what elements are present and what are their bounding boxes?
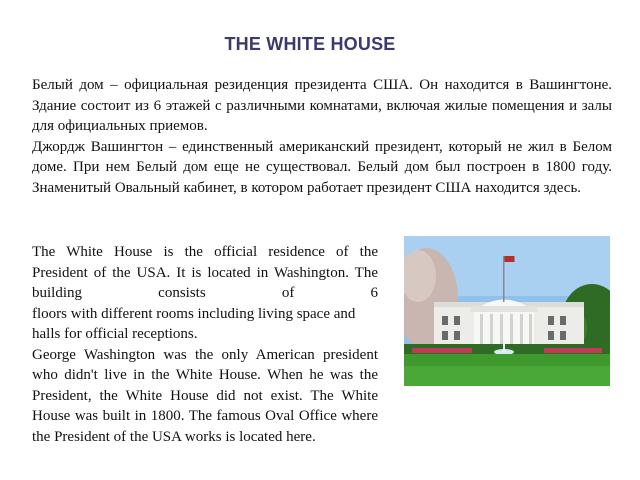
photo-flag <box>505 256 515 262</box>
photo-lawn-front <box>404 366 610 386</box>
white-house-illustration <box>404 236 610 386</box>
photo-portico-roof <box>470 306 538 312</box>
english-paragraph-1-part-1: The White House is the official residence of the President of the USA. It is located in Washington. The building consists of 6 <box>32 244 378 301</box>
russian-paragraph-1: Белый дом – официальная резиденция президента США. Он находится в Вашингтоне. Здание состоит из 6 этажей с различными комнатами, включая жилые помещения и залы для официальных приемов. <box>32 77 612 134</box>
photo-column <box>480 314 483 346</box>
photo-column <box>500 314 503 346</box>
english-paragraph-1-part-2: floors with different rooms including living space and halls for official receptions. <box>32 305 356 342</box>
photo-window <box>560 331 566 340</box>
photo-column <box>510 314 513 346</box>
photo-window <box>454 331 460 340</box>
russian-paragraph-2: Джордж Вашингтон – единственный американский президент, который не жил в Белом доме. При нем Белый дом еще не существовал. Белый дом был построен в 1800 году. Знаменитый Овальный кабинет, в котором работает президент США находится здесь. <box>32 138 612 196</box>
page-title: THE WHITE HOUSE <box>224 34 396 54</box>
photo-flagpole <box>503 256 505 302</box>
photo-window <box>442 316 448 325</box>
photo-fountain-jet <box>503 342 505 352</box>
photo-flowers <box>412 348 472 353</box>
english-text-block <box>32 242 378 447</box>
photo-column <box>520 314 523 346</box>
photo-column <box>529 314 532 346</box>
photo-window <box>548 331 554 340</box>
photo-window <box>548 316 554 325</box>
photo-window <box>560 316 566 325</box>
white-house-photo <box>404 236 610 386</box>
photo-column <box>490 314 493 346</box>
photo-window <box>454 316 460 325</box>
russian-text-block <box>32 75 612 198</box>
photo-window <box>442 331 448 340</box>
english-paragraph-2: George Washington was the only American president who didn't live in the White House. When he was the President, the White House did not exist. The White House was built in 1800. The famous Oval Office where the President of the USA works is located here. <box>32 346 378 445</box>
photo-flowers <box>544 348 602 353</box>
